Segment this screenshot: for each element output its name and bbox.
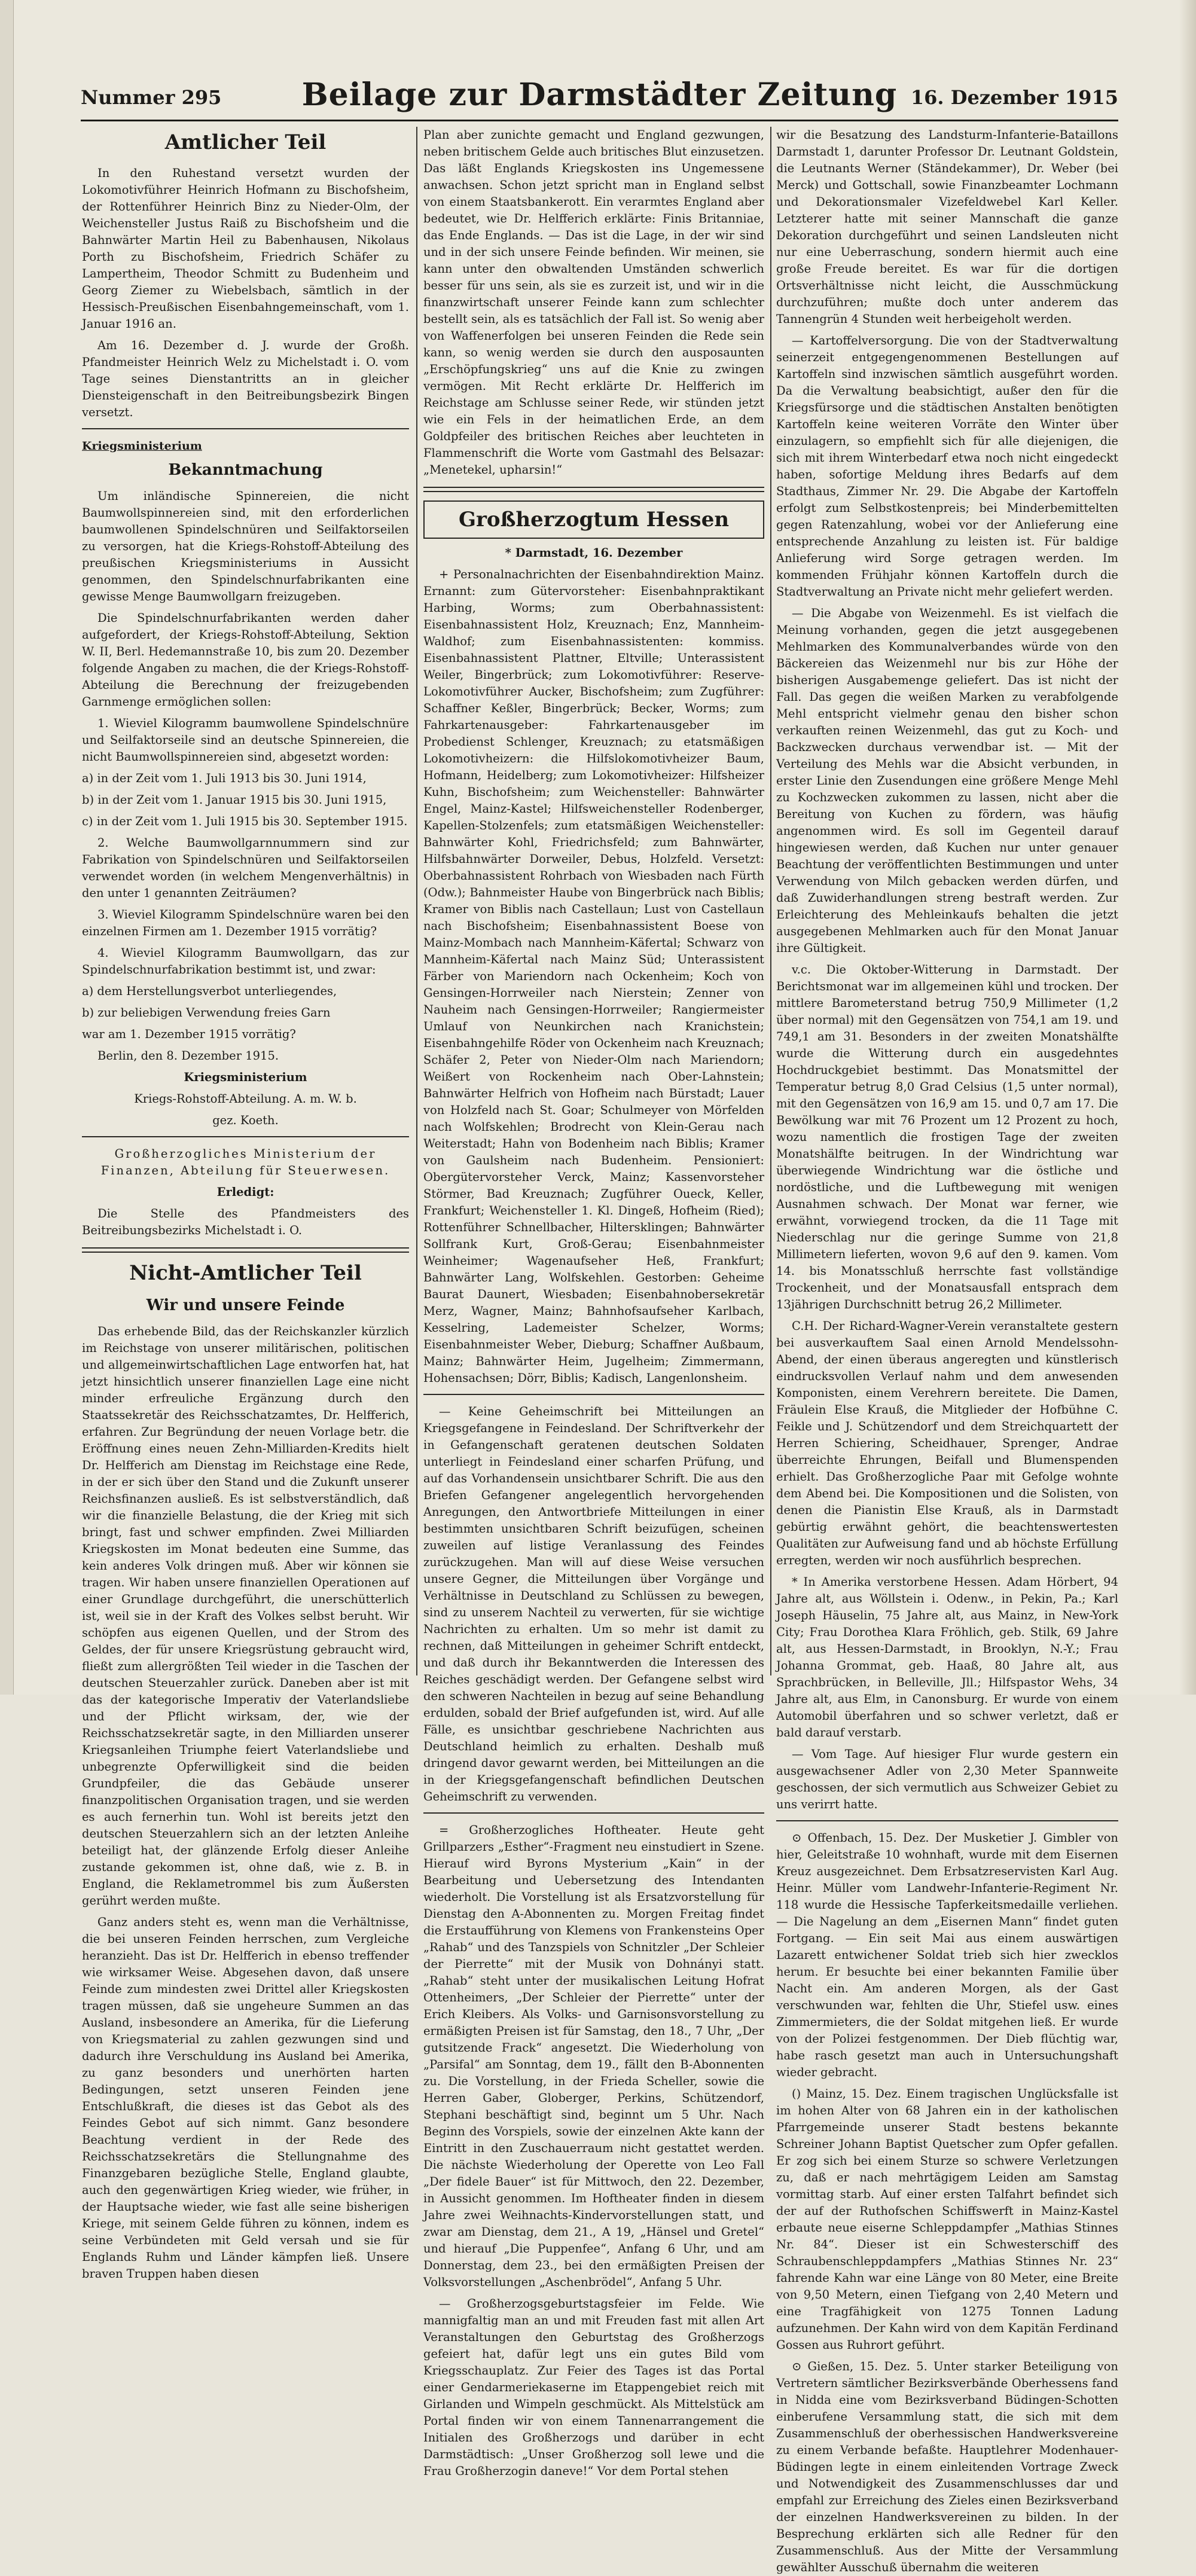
separator <box>82 1136 409 1137</box>
announcement-signature-name: gez. Koeth. <box>212 1113 279 1127</box>
announcement-item: b) zur beliebigen Verwendung freies Garn <box>82 1006 331 1020</box>
eagle-news: — Vom Tage. Auf hiesiger Flur wurde gestern ein ausgewachsener Adler von 2,30 Meter Spannweite geschossen, der sich vermutlich aus Schweizer Gebiet zu uns verirrt hatte. <box>776 1747 1118 1811</box>
wagner-society-news: C.H. Der Richard-Wagner-Verein veranstaltete gestern bei ausverkauftem Saal einen Arnold Mendelssohn-Abend, der einen überaus angeregten und künstlerisch eindrucksvollen Verlauf nahm und dem anwesenden Komponisten, einem Verehrern bereitete. Die Damen, Fräulein Else Krauß, die Mitglieder der Hofbühne C. Feikle und J. Schützendorf und dem Streichquartett der Herren Schiering, Scheidhauer, Sprenger, Andrae überreichte Ehrungen, Beifall und Blumenspenden erhielt. Das Großherzogliche Paar mit Gefolge wohnte dem Abend bei. Die Kompositionen und die Solisten, von denen die Pianistin Else Krauß, als in Darmstadt gebürtig erwähnt gehört, die beachtenswertesten Qualitäten zur Aufweisung fand und ab höchste Erfüllung erregten, werden wir noch ausführlich besprechen. <box>776 1319 1118 1567</box>
official-section-heading: Amtlicher Teil <box>164 130 327 154</box>
announcement-item: b) in der Zeit vom 1. Januar 1915 bis 30. Juni 1915, <box>82 793 387 807</box>
announcement-question: 4. Wieviel Kilogramm Baumwollgarn, das zur Spindelschnurfabrikation bestimmt ist, und zwar: <box>82 946 409 976</box>
column-1 <box>82 127 409 2281</box>
war-ministry-label: Kriegsministerium <box>82 439 202 453</box>
issue-date: 16. Dezember 1915 <box>910 86 1118 109</box>
announcement-question: 2. Welche Baumwollgarnnummern sind zur Fabrikation von Spindelschnüren und Seilfaktorseilen verwendet worden (in welchem Mengenverhältnis) in den unter 1 genannten Zeiträumen? <box>82 836 409 900</box>
left-binding-edge <box>0 0 14 1695</box>
separator <box>82 428 409 429</box>
announcement-question: 3. Wieviel Kilogramm Spindelschnüre waren bei den einzelnen Firmen am 1. Dezember 1915 vorrätig? <box>82 908 409 938</box>
announcement-signature: Kriegsministerium <box>184 1070 307 1084</box>
announcement-place-date: Berlin, den 8. Dezember 1915. <box>97 1049 279 1063</box>
newspaper-title: Beilage zur Darmstädter Zeitung <box>301 77 898 113</box>
dateline: * Darmstadt, 16. Dezember <box>505 546 683 560</box>
announcement-item: war am 1. Dezember 1915 vorrätig? <box>82 1027 296 1041</box>
column-3 <box>776 127 1118 2574</box>
announcement-signature-dept: Kriegs-Rohstoff-Abteilung. A. m. W. b. <box>134 1092 357 1106</box>
article-continuation: Plan aber zunichte gemacht und England gezwungen, neben britischem Gelde auch britisches Blut einzusetzen. Das läßt Englands Kriegskosten ins Ungemessene anwachsen. Schon jetzt spricht man in England selbst von einem Staatsbankerott. Ein verarmtes England aber bedeutet, wie Dr. Helfferich erklärte: Finis Britanniae, das Ende Englands. — Das ist die Lage, in der wir sind und in der sich unsere Feinde befinden. Wir meinen, sie kann unter den obwaltenden Umständen schwerlich besser für uns sein, als sie es zurzeit ist, und wir in die finanzwirtschaft unserer Feinde kann zum schlechter bestellt sein, als es tatsächlich der Fall ist. So wenig aber von Waffenerfolgen bei unseren Feinden die Rede sein kann, so wenig werden sie durch den ausposaunten „Erschöpfungskrieg“ uns auf die Knie zu zwingen vermögen. Mit Recht erklärte Dr. Helfferich im Reichstage am Schlusse seiner Rede, wir stünden jetzt wie ein Fels in der heimatlichen Erde, an dem Goldpfeiler des britischen Reiches aber leuchteten in Flammenschrift die Worte vom Gastmahl des Belsazar: „Menetekel, upharsin!“ <box>423 128 764 477</box>
announcement-paragraph: Um inländische Spinnereien, die nicht Baumwollspinnereien sind, mit den erforderlichen baumwollenen Spindelschnüren und Seilfaktorseilen zu versorgen, hat die Kriegs-Rohstoff-Abteilung des preußischen Kriegsministeriums in Aussicht genommen, den Spindelschnurfabrikanten eine gewisse Menge Baumwollgarn freizugeben. <box>82 489 409 603</box>
railway-personnel-news: + Personalnachrichten der Eisenbahndirektion Mainz. Ernannt: zum Gütervorsteher: Eisenbahnpraktikant Harbing, Worms; zum Oberbahnassistent: Eisenbahnassistent Holz, Kreuznach; Enz, Mannheim-Waldhof; zum Eisenbahnassistenten: kommiss. Eisenbahnassistent Plattner, Eltville; Unterassistent Weiler, Bingerbrück; zum Lokomotivführer: Reserve-Lokomotivführer Aucker, Bischofsheim; zum Zugführer: Schaffner Keßler, Bingerbrück; Becker, Worms; zum Fahrkartenausgeber: Fahrkartenausgeber im Probedienst Schlenger, Kreuznach; zu etatsmäßigen Lokomotivheizern: die Hilfslokomotivheizer Baum, Hofmann, Heidelberg; zum Lokomotivheizer: Hilfsheizer Kuhn, Bischofsheim; zum Weichensteller: Bahnwärter Engel, Mainz-Kastel; Hilfsweichensteller Rodenberger, Kapellen-Stolzenfels; zum etatsmäßigen Weichensteller: Bahnwärter Kohl, Friedrichsfeld; zum Bahnwärter, Hilfsbahnwärter Dorweiler, Debus, Holzfeld. Versetzt: Oberbahnassistent Rohrbach von Wiesbaden nach Fürth (Odw.); Bahnmeister Haube von Bingerbrück nach Biblis; Kramer von Biblis nach Castellaun; Lust von Castellaun nach Bischofsheim; Eisenbahnassistent Boese von Mainz-Mombach nach Mannheim-Käfertal; Schwarz von Mannheim-Käfertal nach Mainz Süd; Unterassistent Färber von Mariendorn nach Ockenheim; Koch von Gensingen-Horrweiler nach Nierstein; Zenner von Nauheim nach Gensingen-Horrweiler; Rangiermeister Umlauf von Neunkirchen nach Kranichstein; Eisenbahngehilfe Röder von Ockenheim nach Kreuznach; Schäfer 2, Peter von Nieder-Olm nach Mariendorn; Weißert von Rockenheim nach Ober-Lahnstein; Bahnwärter Helfrich von Hofheim nach Bürstadt; Lauer von Holzfeld nach St. Goar; Schulmeyer von Mörfelden nach Wolfskehlen; Brodrecht von Klein-Gerau nach Weiterstadt; Hahn von Bodenheim nach Biblis; Kramer von Gaulsheim nach Budenheim. Pensioniert: Obergütervorsteher Verck, Mainz; Kassenvorsteher Störmer, Bad Kreuznach; Zugführer Oueck, Keller, Frankfurt; Weichensteller 1. Kl. Dingeß, Hofheim (Ried); Rottenführer Schnellbacher, Hiltersklingen; Bahnwärter Sollfrank Kurt, Groß-Gerau; Eisenbahnmeister Weinheimer; Wagenaufseher Heß, Frankfurt; Bahnwärter Lang, Wolfskehlen. Gestorben: Geheime Baurat Daunert, Wiesbaden; Eisenbahnobersekretär Merz, Wagner, Mainz; Bahnhofsaufseher Karlbach, Kesselring, Lademeister Schelzer, Worms; Eisenbahnmeister Weber, Dieburg; Schaffner Außbaum, Mainz; Bahnwärter Heim, Jugelheim; Zimmermann, Hohensachsen; Dörr, Biblis; Kadisch, Langenlonsheim. <box>423 567 764 1385</box>
article-paragraph: Das erhebende Bild, das der Reichskanzler kürzlich im Reichstage von unserer militärischen, politischen und allgemeinwirtschaftlichen Lage entworfen hat, hat jetzt hinsichtlich unserer finanziellen Lage eine nicht minder erfreuliche Ergänzung durch den Staatssekretär des Reichsschatzamtes, Dr. Helfferich, erfahren. Zur Begründung der neuen Vorlage betr. die Eröffnung eines neuen Zehn-Milliarden-Kredits hielt Dr. Helfferich am Dienstag im Reichstage eine Rede, in der er sich über den Stand und die Zukunft unserer Reichsfinanzen ausließ. Es ist selbstverständlich, daß wir die finanzielle Belastung, die der Krieg mit sich bringt, fast und schwer empfinden. Zwei Milliarden Kriegskosten im Monat bedeuten eine Summe, das kein anderes Volk dringen muß. Aber wir können sie tragen. Wir haben unsere finanziellen Operationen auf einer Grundlage durchgeführt, die unerschütterlich ist, weil sie in der Kraft des Volkes selbst beruht. Wir schöpfen aus eigenen Quellen, und der Strom des Geldes, der für unsere Kriegsrüstung gebraucht wird, fließt zum allergrößten Teil wieder in die Taschen der deutschen Steuerzahler zurück. Daneben aber ist mit das der kategorische Imperativ der Vaterlandsliebe und der Pflicht wirksam, der, wie der Reichsschatzsekretär sagte, in den Milliarden unserer Kriegsanleihen Triumphe feiert Vaterlandsliebe und unbegrenzte Opferwilligkeit sind die beiden Grundpfeiler, die das Gebäude unserer finanzpolitischen Organisation tragen, und sie werden es auch fernerhin tun. Wohl ist bereits jetzt den deutschen Steuerzahlern sich an der letzten Anleihe beteiligt hat, der glänzende Erfolg dieser Anleihe zustande gekommen ist, ohne daß, wie z. B. in England, die Reklametrommel bis zum Äußersten gerührt werden mußte. <box>82 1324 409 1907</box>
right-page-shadow <box>1179 0 1196 1695</box>
finance-ministry-label: Großherzogliches Ministerium der Finanzen, Abteilung für Steuerwesen. <box>100 1147 390 1177</box>
masthead <box>81 77 1118 118</box>
column-rule-1 <box>416 127 417 1675</box>
giessen-news: ⊙ Gießen, 15. Dez. 5. Unter starker Beteiligung von Vertretern sämtlicher Bezirksverbände Oberhessens fand in Nidda eine vom Bezirksverband Büdingen-Schotten einberufene Versammlung statt, die sich mit dem Zusammenschluß der oberhessischen Handwerksvereine zu einem Verbande befaßte. Hauptlehrer Modenhauer-Büdingen legte in einem einleitenden Vortrage Zweck und Notwendigkeit des Zusammenschlusses dar und empfahl zur Erreichung des Zieles einen Bezirksverband der einzelnen Handwerksvereinen zu bilden. In der Besprechung erklärten sich alle Redner für den Zusammenschluß. Aus der Mitte der Versammlung gewählter Ausschuß übernahm die weiteren <box>776 2360 1118 2574</box>
announcement-heading: Bekanntmachung <box>168 461 323 479</box>
article-heading: Wir und unsere Feinde <box>146 1296 345 1314</box>
birthday-celebration-news: — Großherzogsgeburtstagsfeier im Felde. Wie mannigfaltig man an und mit Freuden fast mit allen Art Veranstaltungen den Geburtstag des Großherzogs gefeiert hat, dafür legt uns ein gutes Bild vom Kriegsschauplatz. Zur Feier des Tages ist das Portal einer Gendarmeriekaserne im Etappengebiet reich mit Girlanden und Wimpeln geschmückt. Als Mittelstück am Portal finden wir von einem Tannenarrangement die Initialen des Großherzogs und darüber in echt Darmstädtisch: „Unser Großherzog soll lewe und die Frau Großherzogin daneve!“ Vor dem Portal stehen <box>423 2297 764 2478</box>
weather-report: v.c. Die Oktober-Witterung in Darmstadt. Der Berichtsmonat war im allgemeinen kühl und trocken. Der mittlere Barometerstand betrug 750,9 Millimeter (1,2 über normal) mit den Gegensätzen von 754,1 am 19. und 749,1 am 31. Besonders in der zweiten Monatshälfte wurde die Witterung durch ein ausgedehntes Hochdruckgebiet bestimmt. Das Monatsmittel der Temperatur betrug 8,0 Grad Celsius (1,5 unter normal), mit den Gegensätzen von 16,9 am 15. und 0,7 am 17. Die Bewölkung war mit 76 Prozent um 12 Prozent zu hoch, wozu namentlich die frostigen Tage der zweiten Monatshälfte beitrugen. In der Windrichtung war überwiegende Windrichtung war die östliche und nordöstliche, und die Luftbewegung mit wenigen Ausnahmen schwach. Der Monat war ferner, wie erwähnt, vorwiegend trocken, da die 11 Tage mit Niederschlag nur die geringe Summe von 21,8 Millimetern lieferten, wovon 9,6 auf den 9. kamen. Vom 14. bis Monatsschluß herrschte fast vollständige Trockenheit, und der Monatsausfall entsprach dem 13jährigen Durchschnitt betrug 26,2 Millimeter. <box>776 963 1118 1311</box>
hesse-section-heading: Großherzogtum Hessen <box>458 508 730 532</box>
hesse-heading-box <box>423 500 764 539</box>
announcement-item: a) dem Herstellungsverbot unterliegendes, <box>82 984 337 998</box>
nonofficial-section-heading: Nicht-Amtlicher Teil <box>129 1261 362 1285</box>
announcement-item: a) in der Zeit vom 1. Juli 1913 bis 30. Juni 1914, <box>82 771 367 785</box>
wheat-flour-news: — Die Abgabe von Weizenmehl. Es ist vielfach die Meinung vorhanden, gegen die jetzt ausgegebenen Mehlmarken des Kommunalverbandes würde von den Bäckereien das Weizenmehl nur bis zur Höhe der bisherigen Ausgabemenge geliefert. Das ist nicht der Fall. Das gegen die weißen Marken zu verabfolgende Mehl entspricht vielmehr genau den bisher schon verkauften reinen Weizenmehl, das gut zu Koch- und Backzwecken durchaus verwendbar ist. — Mit der Verteilung des Mehls war die Absicht verbunden, in erster Linie den Zusendungen eine größere Menge Mehl zu Kochzwecken zukommen zu lassen, nicht aber die Bereitung von Kuchen zu fördern, was häufig angenommen wird. Es soll im Gegenteil darauf hingewiesen werden, daß Kuchen nur unter genauer Beachtung der veröffentlichten Bestimmungen und unter Verwendung von Milch gebacken werden dürfen, und daß Zuwiderhandlungen streng bestraft werden. Zur Erleichterung des Mehleinkaufs behalten die jetzt ausgegebenen Mehlmarken auch für den Monat Januar ihre Gültigkeit. <box>776 606 1118 955</box>
issue-number: Nummer 295 <box>81 86 222 109</box>
retirement-notice: In den Ruhestand versetzt wurden der Lokomotivführer Heinrich Hofmann zu Bischofsheim, der Rottenführer Heinrich Binz zu Nieder-Olm, der Weichensteller Justus Raiß zu Bischofsheim und die Bahnwärter Martin Heil zu Babenhausen, Nikolaus Porth zu Bischofsheim, Friedrich Schäfer zu Lampertheim, Theodor Schmitt zu Budenheim und Georg Ziemer zu Wiebelsbach, sämtlich in der Hessisch-Preußischen Eisenbahngemeinschaft, vom 1. Januar 1916 an. <box>82 166 409 331</box>
court-theater-news: = Großherzogliches Hoftheater. Heute geht Grillparzers „Esther“-Fragment neu einstudiert in Szene. Hierauf wird Byrons Mysterium „Kain“ in der Bearbeitung und Uebersetzung des Intendanten wiederholt. Die Vorstellung ist als Ersatzvorstellung für Dienstag den A-Abonnenten zu. Morgen Freitag findet die Erstaufführung von Klemens von Frankensteins Oper „Rahab“ und des Tanzspiels von Schnitzler „Der Schleier der Pierrette“ mit der Musik von Dohnányi statt. „Rahab“ steht unter der musikalischen Leitung Hofrat Ottenheimers, „Der Schleier der Pierrette“ unter der Erich Kleibers. Als Volks- und Garnisonsvorstellung zu ermäßigten Preisen ist für Samstag, den 18., 7 Uhr, „Der gutsitzende Frack“ angesetzt. Die Wiederholung von „Parsifal“ am Sonntag, dem 19., fällt den B-Abonnenten zu. Die Vorstellung, in der Frieda Scheller, sowie die Herren Gaber, Globerger, Perkins, Schützendorf, Stephani beschäftigt sind, beginnt um 5 Uhr. Nach Beginn des Vorspiels, sowie der einzelnen Akte kann der Eintritt in den Zuschauerraum nicht gestattet werden. Die nächste Wiederholung der Operette von Leo Fall „Der fidele Bauer“ ist für Mittwoch, den 22. Dezember, in Aussicht genommen. Im Hoftheater finden in diesem Jahre zwei Weihnachts-Kindervorstellungen statt, und zwar am Dienstag, dem 21., A 19, „Hänsel und Gretel“ und hierauf „Die Puppenfee“, Anfang 6 Uhr, und am Donnerstag, dem 23., bei den ermäßigten Preisen der Volksvorstellungen „Aschenbrödel“, Anfang 5 Uhr. <box>423 1823 764 2289</box>
column-2 <box>423 127 764 2478</box>
article-paragraph: Ganz anders steht es, wenn man die Verhältnisse, die bei unseren Feinden herrschen, zum Vergleiche heranzieht. Das ist Dr. Helfferich in ebenso treffender wie wirksamer Weise. Abgesehen davon, daß unsere Feinde zum mindesten zwei Drittel aller Kriegskosten tragen müssen, daß sie ungeheure Summen an das Ausland, insbesondere an Amerika, für die Lieferung von Kriegsmaterial zu zahlen gezwungen sind und dadurch ihre Verschuldung ins Ausland bei Amerika, zu ganz besonders und unerhörten harten Bedingungen, setzt unseren Feinden jene Entschlußkraft, die dieses ist das Gebot als des Feindes Gebot auf sich nimmt. Ganz besondere Beachtung verdient in der Rede des Reichsschatzsekretärs die Stellungnahme des Finanzgebaren bezügliche Stelle, England glaubte, auch den gegenwärtigen Krieg wieder, wie früher, in der Hauptsache wieder, wie fast alle seine bisherigen Kriege, mit seinem Gelde führen zu können, indem es seine Verbündeten mit Geld versah und sie für Englands Ruhm und Länder kämpfen ließ. Unsere braven Truppen haben diesen <box>82 1915 409 2281</box>
vacancy-text: Die Stelle des Pfandmeisters des Beitreibungsbezirks Michelstadt i. O. <box>82 1207 409 1237</box>
double-separator <box>82 1247 409 1253</box>
america-deaths-news: * In Amerika verstorbene Hessen. Adam Hörbert, 94 Jahre alt, aus Wöllstein i. Odenw., in Pekin, Pa.; Karl Joseph Häuselin, 75 Jahre alt, aus Mainz, in New-York City; Frau Dorothea Klara Fröhlich, geb. Stilk, 69 Jahre alt, aus Hessen-Darmstadt, in Brooklyn, N.-Y.; Frau Johanna Grommat, geb. Haaß, 80 Jahre alt, aus Sprachbrücken, in Belleville, Jll.; Hilfspastor Wehs, 34 Jahre alt, aus Elm, in Canonsburg. Er wurde von einem Automobil überfahren und so schwer verletzt, daß er bald darauf verstarb. <box>776 1575 1118 1739</box>
mainz-news: () Mainz, 15. Dez. Einem tragischen Unglücksfalle ist im hohen Alter von 68 Jahren ein in der katholischen Pfarrgemeinde unserer Stadt bestens bekannte Schreiner Johann Baptist Quetscher zum Opfer gefallen. Er zog sich bei einem Sturze so schwere Verletzungen zu, daß er nach mehrtägigem Leiden am Samstag vormittag starb. Auf einer ersten Talfahrt befindet sich der auf der Ruthofschen Schiffswerft in Mainz-Kastel erbaute neue eiserne Schleppdampfer „Mathias Stinnes Nr. 84“. Dieser ist ein Schwesterschiff des Schraubenschleppdampfers „Mathias Stinnes Nr. 23“ fahrende Kahn war eine Länge von 80 Meter, eine Breite von 9,50 Metern, einen Tiefgang von 2,40 Metern und eine Tragfähigkeit von 1275 Tonnen Ladung aufzunehmen. Der Kahn wird von dem Kapitän Ferdinand Gossen aus Ruhrort geführt. <box>776 2087 1118 2352</box>
offenbach-news: ⊙ Offenbach, 15. Dez. Der Musketier J. Gimbler von hier, Geleitstraße 10 wohnhaft, wurde mit dem Eisernen Kreuz ausgezeichnet. Dem Erbsatzreservisten Karl Aug. Heinr. Müller vom Landwehr-Infanterie-Regiment Nr. 118 wurde die Hessische Tapferkeitsmedaille verliehen. — Die Nagelung an dem „Eisernen Mann“ findet guten Fortgang. — Ein seit Mai aus einem auswärtigen Lazarett entwichener Soldat trieb sich hier zwecklos herum. Er besuchte bei einer bekannten Familie über Nacht ein. Am anderen Morgen, als der Gast verschwunden war, fehlten die Uhr, Stiefel usw. eines Zimmermieters, die der Soldat mitgehen ließ. Er wurde von der Polizei festgenommen. Der Dieb flüchtig war, habe rasch gesetzt man auch in Untersuchungshaft wieder gebracht. <box>776 1831 1118 2079</box>
secret-writing-warning: — Keine Geheimschrift bei Mitteilungen an Kriegsgefangene in Feindesland. Der Schriftverkehr der in Gefangenschaft geratenen deutschen Soldaten unterliegt in Feindesland einer scharfen Prüfung, und auf das Vorhandensein unsichtbarer Schrift. Die aus den Briefen Gefangener angelegentlich hervorgehenden Anregungen, den Antwortbriefe Mitteilungen in einer bestimmten unsichtbaren Schrift beizufügen, scheinen zuweilen auf listige Veranlassung des Feindes zurückzugehen. Man will auf diese Weise versuchen unsere Gegner, die Mitteilungen über Vorgänge und Verhältnisse in Deutschland zu Schlüssen zu bewegen, sind zu unserem Nachteil zu verwerten, für sie wichtige Nachrichten zu erhalten. Um so mehr ist damit zu rechnen, daß Mitteilungen in geheimer Schrift entdeckt, und daß durch ihr Bekanntwerden die Interessen des Reiches geschädigt werden. Der Gefangene selbst wird den schweren Nachteilen in bezug auf seine Behandlung erdulden, sobald der Brief aufgefunden ist, wird. Auf alle Fälle, es unsichtbar geschriebene Nachrichten aus Deutschland heimlich zu erhalten. Deshalb muß dringend davor gewarnt werden, bei Mitteilungen an die in der Kriegsgefangenschaft befindlichen Deutschen Geheimschrift zu verwenden. <box>423 1405 764 1803</box>
potato-supply-news: — Kartoffelversorgung. Die von der Stadtverwaltung seinerzeit entgegengenommenen Bestellungen auf Kartoffeln sind inzwischen sämtlich ausgeführt worden. Da die Verwaltung beabsichtigt, außer den für die Kriegsfürsorge und die städtischen Anstalten benötigten Kartoffeln keine weiteren Vorräte den Winter über einzulagern, so empfiehlt sich für alle diejenigen, die sich mit ihrem Winterbedarf etwa noch nicht eingedeckt haben, sofortige Meldung ihres Bedarfs auf dem Stadthaus, Zimmer Nr. 29. Die Abgabe der Kartoffeln erfolgt zum Selbstkostenpreis; bei Minderbemittelten gegen Ratenzahlung, wobei vor der Anlieferung eine entsprechende Anzahlung zu leisten ist. Für baldige Anlieferung wird Sorge getragen werden. Im kommenden Frühjahr können Kartoffeln durch die Stadtverwaltung an Private nicht mehr geliefert werden. <box>776 334 1118 599</box>
announcement-item: c) in der Zeit vom 1. Juli 1915 bis 30. September 1915. <box>82 814 408 828</box>
separator <box>776 1820 1118 1821</box>
announcement-paragraph: Die Spindelschnurfabrikanten werden daher aufgefordert, der Kriegs-Rohstoff-Abteilung, Sektion W. II, Berl. Hedemannstraße 10, bis zum 20. Dezember folgende Angaben zu machen, die der Kriegs-Rohstoff-Abteilung die Berechnung der freizugebenden Garnmenge ermöglichen sollen: <box>82 611 409 709</box>
separator <box>423 1394 764 1395</box>
column-rule-2 <box>770 127 771 1675</box>
vacancy-heading: Erledigt: <box>216 1185 274 1199</box>
double-separator <box>423 487 764 492</box>
transfer-notice: Am 16. Dezember d. J. wurde der Großh. Pfandmeister Heinrich Welz zu Michelstadt i. O. vom Tage seines Dienstantritts an in gleicher Diensteigenschaft in den Beitreibungsbezirk Bingen versetzt. <box>82 338 409 419</box>
masthead-rule <box>81 120 1118 121</box>
separator <box>423 1812 764 1814</box>
announcement-question: 1. Wieviel Kilogramm baumwollene Spindelschnüre und Seilfaktorseile sind an deutsche Spinnereien, die nicht Baumwollspinnereien sind, abgesetzt worden: <box>82 716 409 764</box>
article-continuation: wir die Besatzung des Landsturm-Infanterie-Bataillons Darmstadt 1, darunter Professor Dr. Leutnant Goldstein, die Leutnants Werner (Ständekammer), Dr. Weber (bei Merck) und Gottschall, sowie Finanzbeamter Lochmann und Dekorationsmaler Vizefeldwebel Karl Keller. Letzterer hatte mit seiner Mannschaft die ganze Dekoration durchgeführt und seinen Landsleuten nicht nur eine Ueberraschung, sondern hiermit auch eine große Freude bereitet. Es war für die dortigen Ortsverhältnisse nicht leicht, die Ausschmückung durchzuführen; mußte doch unter anderem das Tannengrün 4 Stunden weit herbeigeholt werden. <box>776 128 1118 326</box>
